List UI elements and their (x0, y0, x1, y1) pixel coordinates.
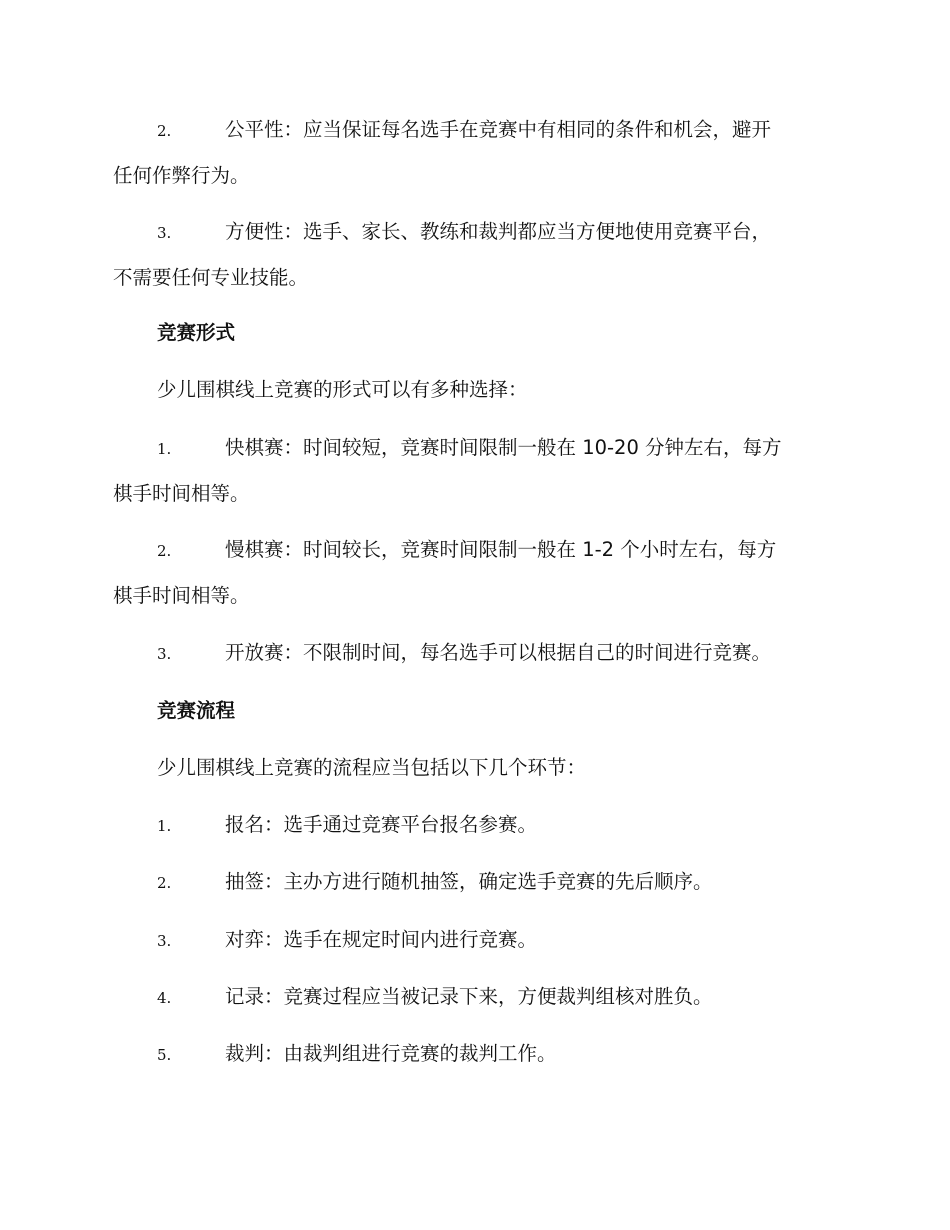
list-item-text: 开放赛：不限制时间，每名选手可以根据自己的时间进行竞赛。 (225, 641, 772, 664)
list-number: 2. (157, 874, 172, 892)
process-item-record (113, 974, 838, 1020)
format-item-slow (113, 527, 838, 619)
format-item-blitz (113, 425, 838, 517)
list-number: 3. (157, 932, 172, 950)
list-number: 3. (157, 645, 172, 663)
principle-item-convenience (113, 209, 838, 301)
list-item-text: 抽签：主办方进行随机抽签，确定选手竞赛的先后顺序。 (225, 870, 713, 893)
list-number: 3. (157, 224, 172, 242)
list-number: 5. (157, 1046, 172, 1064)
list-item-continuation: 不需要任何专业技能。 (113, 266, 309, 289)
list-number: 1. (157, 440, 172, 458)
list-item-continuation: 棋手时间相等。 (113, 584, 250, 607)
format-item-open (113, 630, 838, 676)
list-number: 2. (157, 122, 172, 140)
list-item-text: 方便性：选手、家长、教练和裁判都应当方便地使用竞赛平台， (225, 220, 772, 243)
list-item-text: 对弈：选手在规定时间内进行竞赛。 (225, 928, 538, 951)
principle-item-fairness (113, 107, 838, 199)
process-item-judging (113, 1031, 838, 1077)
list-item-text: 公平性：应当保证每名选手在竞赛中有相同的条件和机会，避开 (225, 118, 772, 141)
list-item-text: 快棋赛：时间较短，竞赛时间限制一般在 10-20 分钟左右，每方 (225, 436, 782, 459)
process-item-draw (113, 859, 838, 905)
section-intro-process: 少儿围棋线上竞赛的流程应当包括以下几个环节： (157, 756, 587, 779)
section-heading-process: 竞赛流程 (157, 699, 236, 722)
list-item-text: 裁判：由裁判组进行竞赛的裁判工作。 (225, 1042, 557, 1065)
list-number: 1. (157, 817, 172, 835)
process-item-play (113, 917, 838, 963)
list-number: 4. (157, 989, 172, 1007)
section-heading-format: 竞赛形式 (157, 321, 236, 344)
list-item-text: 记录：竞赛过程应当被记录下来，方便裁判组核对胜负。 (225, 985, 713, 1008)
section-intro-format: 少儿围棋线上竞赛的形式可以有多种选择： (157, 378, 528, 401)
list-item-continuation: 任何作弊行为。 (113, 164, 250, 187)
list-number: 2. (157, 542, 172, 560)
list-item-text: 慢棋赛：时间较长，竞赛时间限制一般在 1-2 个小时左右，每方 (225, 538, 777, 561)
process-item-registration (113, 802, 838, 848)
list-item-text: 报名：选手通过竞赛平台报名参赛。 (225, 813, 538, 836)
list-item-continuation: 棋手时间相等。 (113, 482, 250, 505)
